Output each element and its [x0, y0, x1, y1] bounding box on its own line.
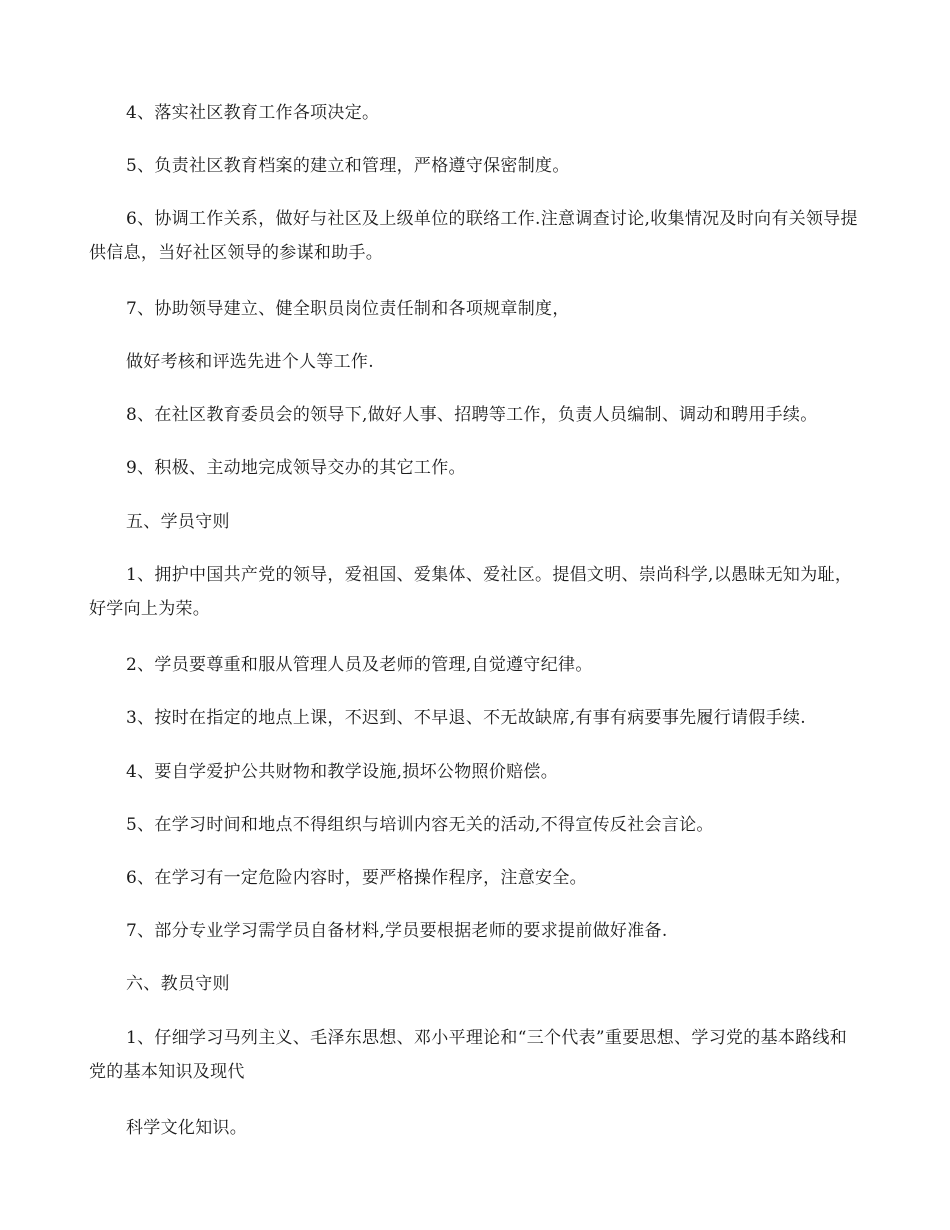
paragraph-7-continued: 做好考核和评选先进个人等工作. [126, 352, 374, 372]
teacher-rule-1: 1、仔细学习马列主义、毛泽东思想、邓小平理论和“三个代表”重要思想、学习党的基本路线和党的基本知识及现代 [89, 1028, 848, 1082]
paragraph-8-personnel-work: 8、在社区教育委员会的领导下,做好人事、招聘等工作，负责人员编制、调动和聘用手续。 [126, 405, 818, 425]
student-rule-3: 3、按时在指定的地点上课，不迟到、不早退、不无故缺席,有事有病要事先履行请假手续. [126, 708, 806, 728]
paragraph-6-coordinate-relations: 6、协调工作关系，做好与社区及上级单位的联络工作.注意调查讨论,收集情况及时向有关领导提供信息，当好社区领导的参谋和助手。 [89, 209, 858, 263]
teacher-rule-1-continued: 科学文化知识。 [126, 1118, 248, 1138]
student-rule-1: 1、拥护中国共产党的领导，爱祖国、爱集体、爱社区。提倡文明、崇尚科学,以愚昧无知为耻，好学向上为荣。 [89, 565, 853, 619]
student-rule-7: 7、部分专业学习需学员自备材料,学员要根据老师的要求提前做好准备. [126, 921, 668, 941]
paragraph-5-archives-management: 5、负责社区教育档案的建立和管理，严格遵守保密制度。 [126, 156, 570, 176]
paragraph-9-other-tasks: 9、积极、主动地完成领导交办的其它工作。 [126, 458, 466, 478]
paragraph-7-assist-leadership: 7、协助领导建立、健全职员岗位责任制和各项规章制度， [126, 299, 570, 319]
paragraph-4-implement-decisions: 4、落实社区教育工作各项决定。 [126, 103, 380, 123]
student-rule-4: 4、要自学爱护公共财物和教学设施,损坏公物照价赔偿。 [126, 762, 559, 782]
student-rule-6: 6、在学习有一定危险内容时，要严格操作程序，注意安全。 [126, 868, 587, 888]
student-rule-2: 2、学员要尊重和服从管理人员及老师的管理,自觉遵守纪律。 [126, 655, 593, 675]
section-heading-student-rules: 五、学员守则 [126, 512, 230, 532]
section-heading-teacher-rules: 六、教员守则 [126, 974, 230, 994]
student-rule-5: 5、在学习时间和地点不得组织与培训内容无关的活动,不得宣传反社会言论。 [126, 815, 714, 835]
